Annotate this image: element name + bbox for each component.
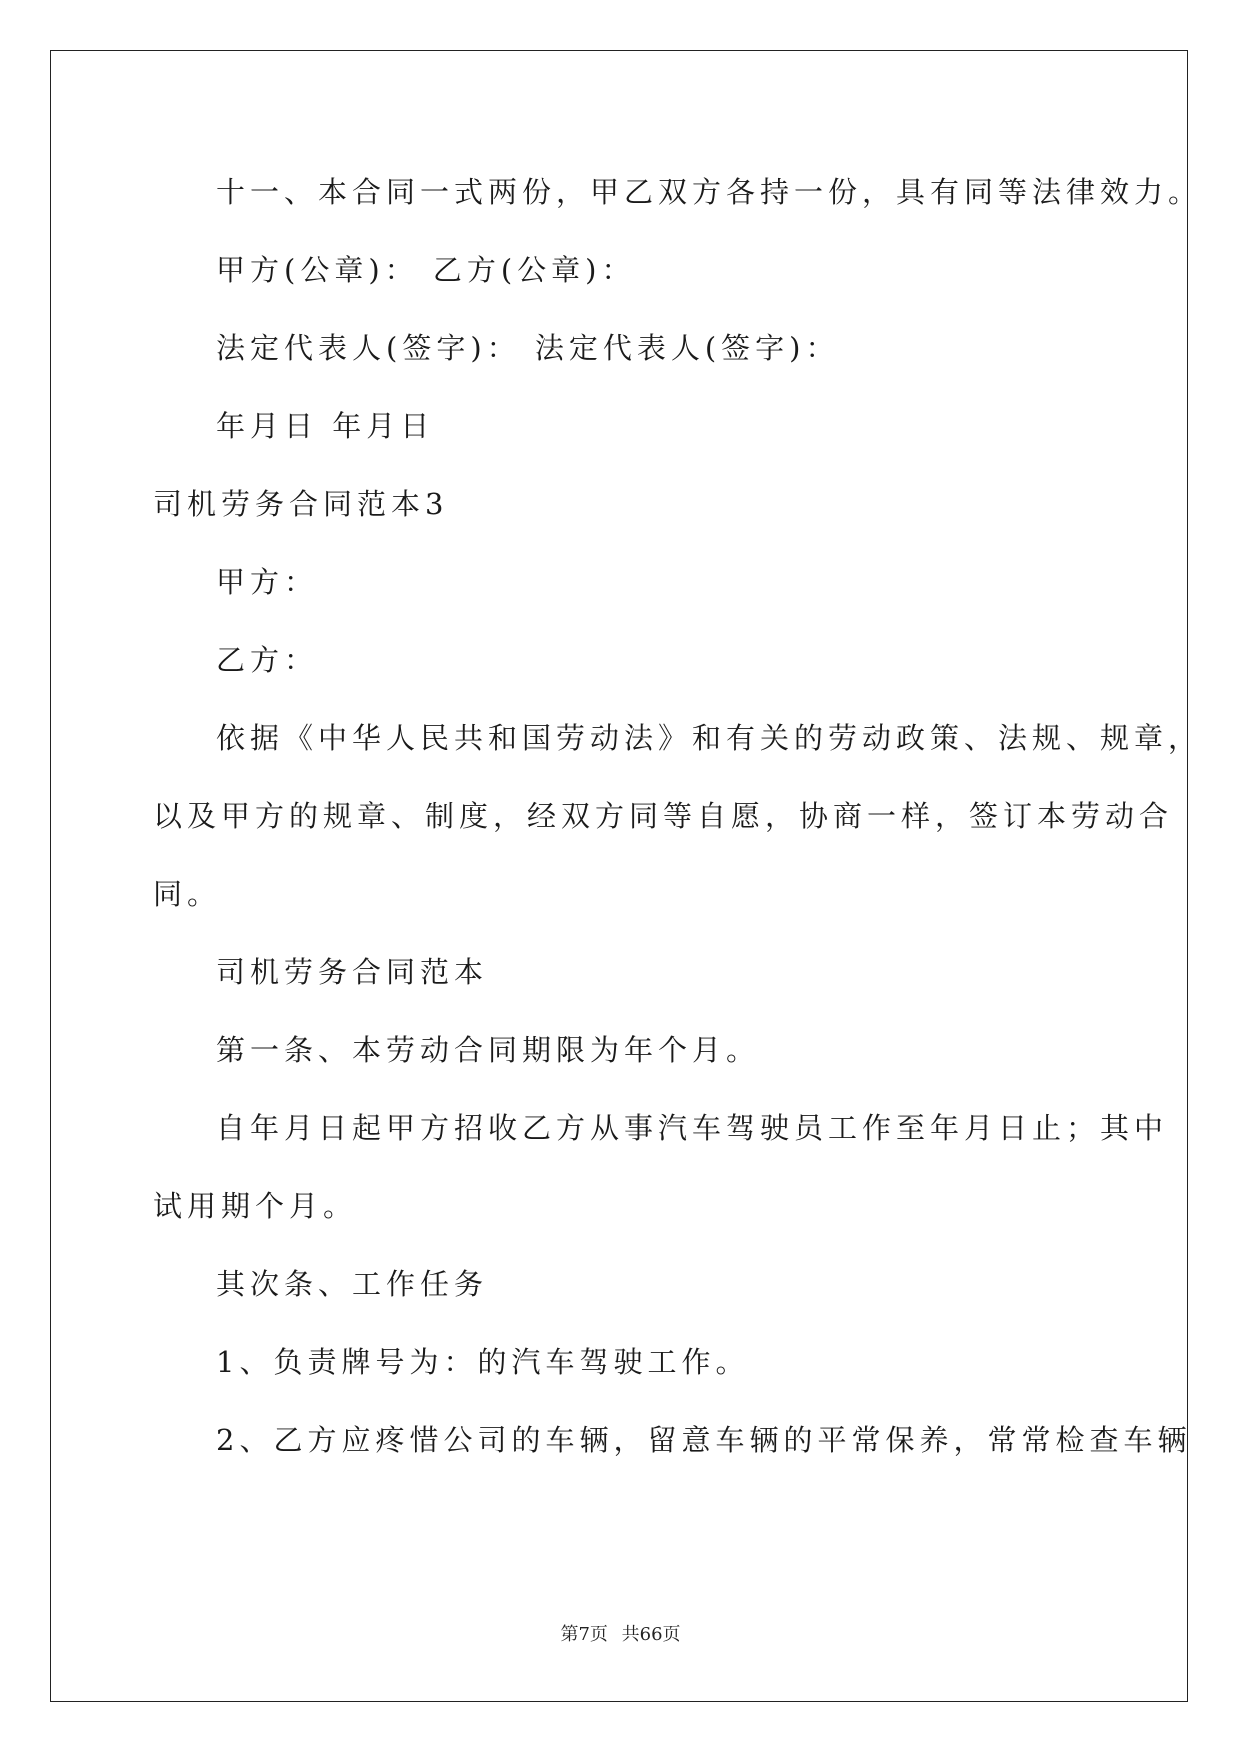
article-one: 第一条、本劳动合同期限为年个月。 <box>216 1033 761 1067</box>
term-line-2: 试用期个月。 <box>153 1189 358 1223</box>
task-item-1: 1、负责牌号为：的汽车驾驶工作。 <box>216 1345 750 1379</box>
section-title: 司机劳务合同范本3 <box>153 487 449 521</box>
contract-subtitle: 司机劳务合同范本 <box>216 955 489 989</box>
party-b-line: 乙方： <box>216 643 319 677</box>
preamble-line-1: 依据《中华人民共和国劳动法》和有关的劳动政策、法规、规章， <box>216 721 1203 755</box>
page-number: 第7页 <box>560 1624 608 1645</box>
article-two: 其次条、工作任务 <box>216 1267 489 1301</box>
page-footer <box>0 1620 1241 1646</box>
date-line: 年月日 年月日 <box>216 409 435 443</box>
party-seal-line: 甲方(公章)： 乙方(公章)： <box>216 253 636 287</box>
preamble-line-2: 以及甲方的规章、制度，经双方同等自愿，协商一样，签订本劳动合 <box>153 799 1174 833</box>
page-total: 共66页 <box>621 1624 681 1645</box>
representative-signature-line: 法定代表人(签字)： 法定代表人(签字)： <box>216 331 840 365</box>
term-line-1: 自年月日起甲方招收乙方从事汽车驾驶员工作至年月日止；其中 <box>216 1111 1169 1145</box>
preamble-line-3: 同。 <box>153 877 222 911</box>
clause-eleven: 十一、本合同一式两份，甲乙双方各持一份，具有同等法律效力。 <box>216 175 1203 209</box>
party-a-line: 甲方： <box>216 565 319 599</box>
task-item-2: 2、乙方应疼惜公司的车辆，留意车辆的平常保养，常常检查车辆 <box>216 1423 1192 1457</box>
